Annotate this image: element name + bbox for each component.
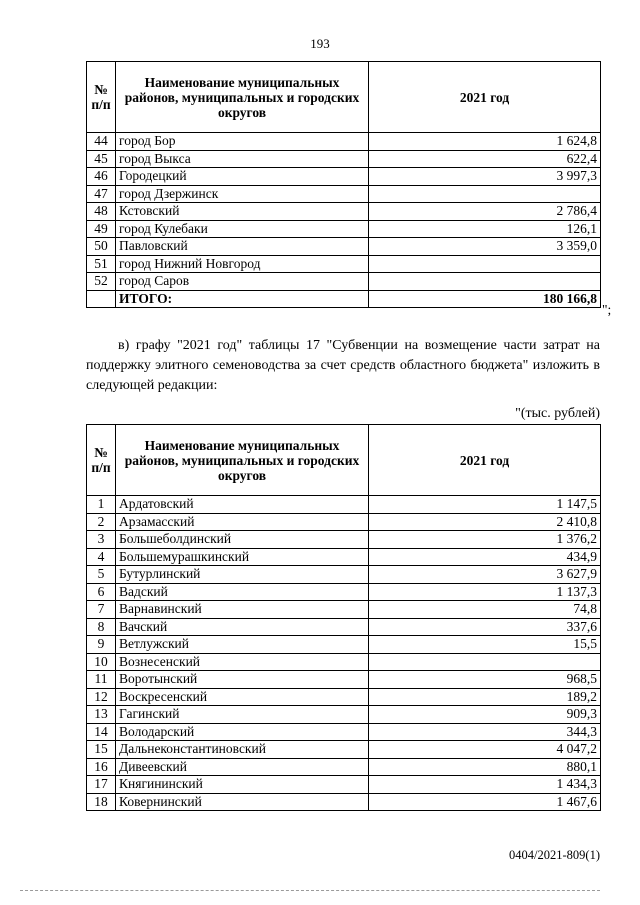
district-name: Павловский [116,238,369,256]
district-name: город Нижний Новгород [116,255,369,273]
district-name: Бутурлинский [116,566,369,584]
table-row [87,531,601,549]
total-empty-cell [87,290,116,308]
table-row [87,168,601,186]
table-row [87,671,601,689]
value-2021: 1 147,5 [369,496,601,514]
table-row [87,653,601,671]
column-header-number: № п/п [87,425,116,496]
value-2021 [369,273,601,291]
value-2021 [369,255,601,273]
district-name: Дивеевский [116,758,369,776]
row-number: 46 [87,168,116,186]
value-2021: 3 627,9 [369,566,601,584]
value-2021: 344,3 [369,723,601,741]
value-2021: 1 467,6 [369,793,601,811]
column-header-year: 2021 год [369,425,601,496]
total-value: 180 166,8 [369,290,601,308]
table-row [87,496,601,514]
units-label: "(тыс. рублей) [515,406,600,421]
value-2021: 434,9 [369,548,601,566]
district-name: Вадский [116,583,369,601]
table-row [87,636,601,654]
row-number: 11 [87,671,116,689]
district-name: Варнавинский [116,601,369,619]
row-number: 51 [87,255,116,273]
row-number: 17 [87,776,116,794]
value-2021: 126,1 [369,220,601,238]
table-row [87,513,601,531]
row-number: 16 [87,758,116,776]
district-name: город Бор [116,133,369,151]
scan-edge-line [20,890,600,892]
district-name: Ветлужский [116,636,369,654]
row-number: 12 [87,688,116,706]
row-number: 44 [87,133,116,151]
table-row [87,618,601,636]
subsidy-table-continued [86,61,601,308]
table-row [87,688,601,706]
district-name: Городецкий [116,168,369,186]
row-number: 13 [87,706,116,724]
value-2021: 74,8 [369,601,601,619]
district-name: Вознесенский [116,653,369,671]
district-name: Ардатовский [116,496,369,514]
district-name: город Саров [116,273,369,291]
row-number: 8 [87,618,116,636]
value-2021: 2 786,4 [369,203,601,221]
district-name: Воротынский [116,671,369,689]
value-2021: 1 137,3 [369,583,601,601]
district-name: город Дзержинск [116,185,369,203]
row-number: 6 [87,583,116,601]
district-name: Воскресенский [116,688,369,706]
table-row [87,723,601,741]
district-name: Княгининский [116,776,369,794]
value-2021: 3 997,3 [369,168,601,186]
table-row [87,238,601,256]
table-row [87,776,601,794]
column-header-name: Наименование муниципальных районов, муниципальных и городских округов [116,62,369,133]
row-number: 9 [87,636,116,654]
district-name: город Кулебаки [116,220,369,238]
table-row [87,203,601,221]
district-name: Володарский [116,723,369,741]
document-code: 0404/2021-809(1) [509,848,600,862]
row-number: 3 [87,531,116,549]
column-header-number: № п/п [87,62,116,133]
table-row [87,185,601,203]
value-2021: 189,2 [369,688,601,706]
table-row [87,150,601,168]
row-number: 5 [87,566,116,584]
column-header-year: 2021 год [369,62,601,133]
row-number: 2 [87,513,116,531]
value-2021: 909,3 [369,706,601,724]
table-row [87,583,601,601]
table-row [87,133,601,151]
total-row [87,290,601,308]
value-2021: 1 434,3 [369,776,601,794]
row-number: 48 [87,203,116,221]
table-header-row [87,62,601,133]
table-row [87,601,601,619]
row-number: 4 [87,548,116,566]
value-2021: 880,1 [369,758,601,776]
table-row [87,273,601,291]
district-name: Дальнеконстантиновский [116,741,369,759]
district-name: Арзамасский [116,513,369,531]
table-row [87,793,601,811]
total-label: ИТОГО: [116,290,369,308]
column-header-name: Наименование муниципальных районов, муниципальных и городских округов [116,425,369,496]
value-2021: 622,4 [369,150,601,168]
district-name: Кстовский [116,203,369,221]
row-number: 45 [87,150,116,168]
table-header-row [87,425,601,496]
value-2021: 4 047,2 [369,741,601,759]
table-row [87,706,601,724]
table-row [87,255,601,273]
table-row [87,548,601,566]
amendment-paragraph [86,336,600,396]
district-name: Гагинский [116,706,369,724]
value-2021: 337,6 [369,618,601,636]
value-2021: 1 376,2 [369,531,601,549]
value-2021 [369,185,601,203]
row-number: 50 [87,238,116,256]
district-name: Ковернинский [116,793,369,811]
value-2021: 15,5 [369,636,601,654]
district-name: Большемурашкинский [116,548,369,566]
table-row [87,566,601,584]
district-name: Вачский [116,618,369,636]
table-row [87,741,601,759]
page-number: 193 [310,36,330,51]
table-body [87,496,601,811]
row-number: 18 [87,793,116,811]
district-name: Большеболдинский [116,531,369,549]
value-2021: 2 410,8 [369,513,601,531]
row-number: 7 [87,601,116,619]
row-number: 49 [87,220,116,238]
table-row [87,220,601,238]
row-number: 15 [87,741,116,759]
row-number: 14 [87,723,116,741]
row-number: 47 [87,185,116,203]
closing-quote-mark: "; [602,302,612,317]
value-2021: 3 359,0 [369,238,601,256]
row-number: 10 [87,653,116,671]
row-number: 52 [87,273,116,291]
table-body [87,133,601,291]
row-number: 1 [87,496,116,514]
value-2021: 968,5 [369,671,601,689]
value-2021 [369,653,601,671]
value-2021: 1 624,8 [369,133,601,151]
district-name: город Выкса [116,150,369,168]
table-row [87,758,601,776]
elite-seed-subsidy-table [86,424,601,811]
amendment-text: в) графу "2021 год" таблицы 17 "Субвенции на возмещение части затрат на поддержку элитного семеноводства за счет средств областного бюджета" изложить в следующей редакции: [86,338,600,393]
